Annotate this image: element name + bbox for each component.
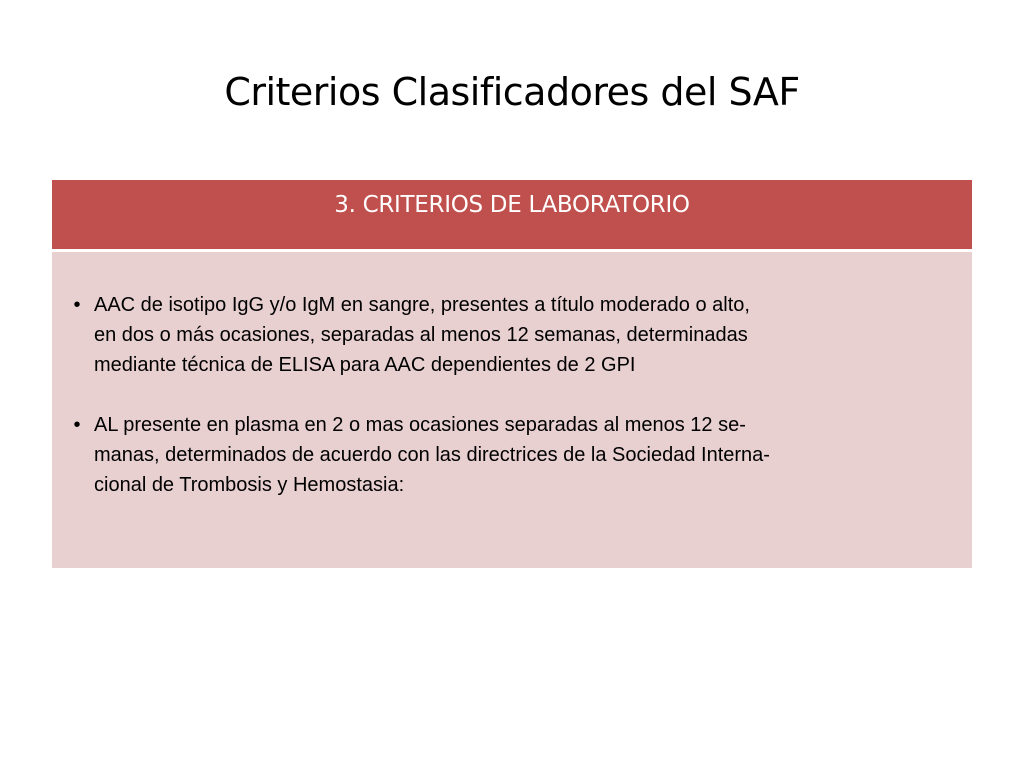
bullet-icon: • bbox=[73, 294, 81, 316]
criteria-text: AL presente en plasma en 2 o mas ocasiones separadas al menos 12 se- manas, determinados de acuerdo con las directrices de la Sociedad Interna- cional de Trombosis y Hemostasia: bbox=[94, 414, 770, 496]
criteria-text: AAC de isotipo IgG y/o IgM en sangre, presentes a título moderado o alto, en dos o más ocasiones, separadas al menos 12 semanas, determinadas mediante técnica de ELISA para AAC dependientes de 2 GPI bbox=[94, 294, 750, 376]
criteria-list-item bbox=[60, 410, 956, 500]
table-header bbox=[52, 180, 972, 252]
slide-title: Criterios Clasificadores del SAF bbox=[224, 70, 800, 114]
bullet-icon: • bbox=[73, 414, 81, 436]
table-header-label: 3. CRITERIOS DE LABORATORIO bbox=[334, 192, 690, 218]
criteria-list bbox=[60, 290, 956, 500]
criteria-table bbox=[52, 180, 972, 568]
table-body bbox=[52, 252, 972, 568]
criteria-list-item bbox=[60, 290, 956, 380]
